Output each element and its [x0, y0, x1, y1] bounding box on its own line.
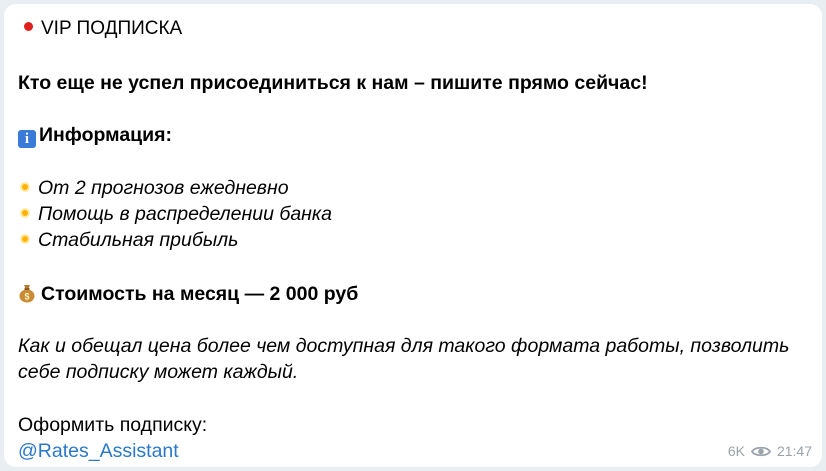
feature-text: Помощь в распределении банка	[38, 203, 332, 225]
message-time: 21:47	[776, 443, 812, 459]
red-dot-icon	[24, 22, 33, 31]
note-line-2: себе подписку может каждый.	[18, 361, 299, 383]
intro-text: Кто еще не успел присоединиться к нам – пишите прямо сейчас!	[18, 72, 648, 94]
price-text: Стоимость на месяц — 2 000 руб	[41, 283, 359, 305]
feature-text: Стабильная прибыль	[38, 229, 239, 251]
note-line-1: Как и обещал цена более чем доступная для такого формата работы, позволить	[18, 335, 790, 357]
message-title	[24, 18, 182, 40]
feature-text: От 2 прогнозов ежедневно	[38, 177, 289, 199]
bullet-icon	[22, 184, 28, 190]
message-title-text: VIP ПОДПИСКА	[41, 18, 183, 39]
info-heading	[18, 124, 172, 148]
view-count: 6K	[727, 443, 745, 459]
bullet-icon	[22, 210, 28, 216]
contact-link[interactable]: @Rates_Assistant	[18, 440, 179, 462]
message-bubble	[4, 4, 822, 467]
info-icon: i	[18, 130, 36, 148]
subscribe-label: Оформить подписку:	[18, 414, 208, 436]
eye-icon	[751, 445, 771, 458]
svg-text:$: $	[24, 291, 30, 302]
info-heading-text: Информация:	[39, 124, 173, 146]
feature-item	[18, 203, 332, 226]
money-bag-icon	[18, 283, 36, 303]
price-line	[18, 283, 358, 306]
feature-item	[18, 177, 289, 200]
feature-item	[18, 229, 238, 252]
bullet-icon	[22, 236, 28, 242]
message-meta	[728, 443, 812, 459]
